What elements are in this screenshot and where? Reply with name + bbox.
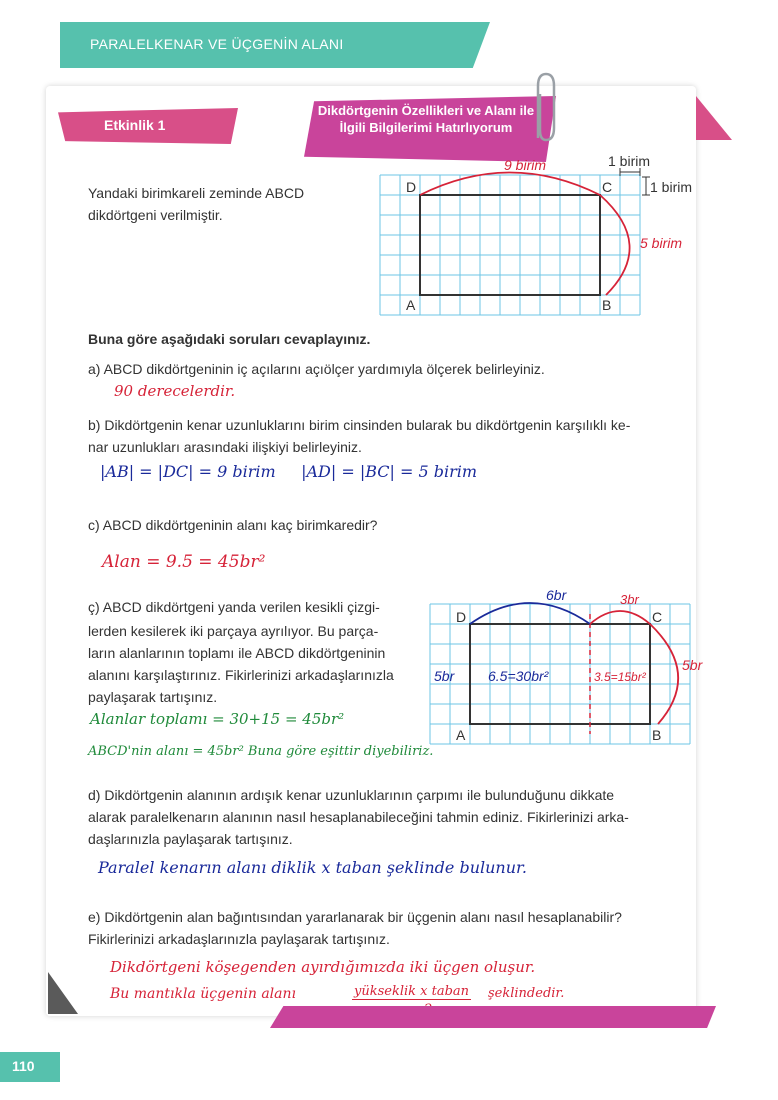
hand-left-length: 5br bbox=[434, 668, 455, 684]
hand-left-area: 6.5=30br² bbox=[488, 668, 549, 684]
hand-right-length: 5br bbox=[682, 657, 703, 673]
unit-vertical-label: 1 birim bbox=[650, 179, 693, 195]
question-cc-line-1: ç) ABCD dikdörtgeni yanda verilen kesikli çizgi- bbox=[88, 599, 380, 615]
question-e-answer-1[interactable]: Dikdörtgeni köşegenden ayırdığımızda iki üçgen oluşur. bbox=[110, 958, 536, 976]
page-number: 110 bbox=[12, 1058, 35, 1074]
question-b-answer[interactable]: |AB| = |DC| = 9 birim |AD| = |BC| = 5 birim bbox=[100, 462, 478, 481]
hand-top-right-length: 3br bbox=[620, 592, 639, 607]
instructions: Buna göre aşağıdaki soruları cevaplayınız. bbox=[88, 331, 371, 347]
activity-label: Etkinlik 1 bbox=[104, 117, 166, 133]
question-cc-line-5: paylaşarak tartışınız. bbox=[88, 689, 218, 705]
corner-b-label: B bbox=[602, 297, 612, 313]
hand-top-left-length: 6br bbox=[546, 587, 567, 603]
corner-b-label: B bbox=[652, 727, 662, 743]
question-b-line-2: nar uzunlukları arasındaki ilişkiyi belirleyiniz. bbox=[88, 439, 362, 455]
hand-arc-right bbox=[600, 195, 630, 295]
rectangle-abcd bbox=[420, 195, 600, 295]
question-e-line-1: e) Dikdörtgenin alan bağıntısından yararlanarak bir üçgenin alanı nasıl hesaplanabilir? bbox=[88, 909, 622, 925]
hand-arc-top bbox=[420, 173, 600, 196]
question-c-answer[interactable]: Alan = 9.5 = 45br² bbox=[102, 552, 266, 572]
fraction-numerator: yükseklik x taban bbox=[354, 984, 470, 999]
figure-1-grid bbox=[376, 150, 706, 320]
question-e-answer-2-post[interactable]: şeklindedir. bbox=[488, 986, 565, 1001]
unit-horizontal-label: 1 birim bbox=[608, 153, 651, 169]
hand-top-length: 9 birim bbox=[504, 157, 547, 173]
question-cc-line-3: ların alanlarının toplamı ile ABCD dikdörtgeninin bbox=[88, 645, 386, 661]
hand-arc-top-right bbox=[590, 611, 650, 624]
corner-c-label: C bbox=[602, 179, 613, 195]
question-e-line-2: Fikirlerinizi arkadaşlarınızla paylaşarak tartışınız. bbox=[88, 931, 390, 947]
question-d-line-1: d) Dikdörtgenin alanının ardışık kenar uzunluklarının çarpımı ile bulunduğunu dikkate bbox=[88, 787, 615, 803]
question-c-text: c) ABCD dikdörtgeninin alanı kaç birimkaredir? bbox=[88, 517, 378, 533]
question-a-text: a) ABCD dikdörtgeninin iç açılarını açıölçer yardımıyla ölçerek belirleyiniz. bbox=[88, 361, 545, 377]
question-cc-line-2: lerden kesilerek iki parçaya ayrılıyor. Bu parça- bbox=[88, 623, 379, 639]
question-cc-answer-1[interactable]: Alanlar toplamı = 30+15 = 45br² bbox=[90, 710, 345, 728]
corner-d-label: D bbox=[456, 609, 467, 625]
question-d-line-3: daşlarınızla paylaşarak tartışınız. bbox=[88, 831, 293, 847]
figure-2-grid bbox=[426, 584, 716, 750]
question-e-answer-2-pre[interactable]: Bu mantıkla üçgenin alanı bbox=[110, 986, 296, 1002]
hand-arc-right bbox=[650, 624, 678, 724]
topic-label: Dikdörtgenin Özellikleri ve Alanı ile İlgili Bilgilerimi Hatırlıyorum bbox=[317, 103, 535, 135]
hand-right-area: 3.5=15br² bbox=[594, 670, 646, 684]
bottom-ribbon bbox=[270, 1006, 716, 1028]
corner-a-label: A bbox=[406, 297, 416, 313]
hand-right-length: 5 birim bbox=[640, 235, 683, 251]
question-a-answer[interactable]: 90 derecelerdir. bbox=[114, 382, 236, 400]
question-cc-line-4: alanını karşılaştırınız. Fikirlerinizi arkadaşlarınızla bbox=[88, 667, 394, 683]
intro-line-1: Yandaki birimkareli zeminde ABCD bbox=[88, 185, 305, 201]
corner-c-label: C bbox=[652, 609, 663, 625]
question-d-line-2: alarak paralelkenarın alanının nasıl hesaplanabileceğini tahmin ediniz. Fikirlerinizi arka- bbox=[88, 809, 629, 825]
corner-a-label: A bbox=[456, 727, 466, 743]
intro-line-2: dikdörtgeni verilmiştir. bbox=[88, 207, 223, 223]
corner-d-label: D bbox=[406, 179, 417, 195]
question-d-answer[interactable]: Paralel kenarın alanı diklik x taban şeklinde bulunur. bbox=[98, 858, 528, 877]
question-cc-answer-2[interactable]: ABCD'nin alanı = 45br² Buna göre eşittir diyebiliriz. bbox=[88, 744, 434, 759]
paperclip-icon bbox=[528, 68, 562, 148]
corner-decoration bbox=[696, 96, 732, 140]
question-b-line-1: b) Dikdörtgenin kenar uzunluklarını birim cinsinden bularak bu dikdörtgenin karşılıklı ke- bbox=[88, 417, 631, 433]
header-title: PARALELKENAR VE ÜÇGENİN ALANI bbox=[90, 36, 344, 52]
